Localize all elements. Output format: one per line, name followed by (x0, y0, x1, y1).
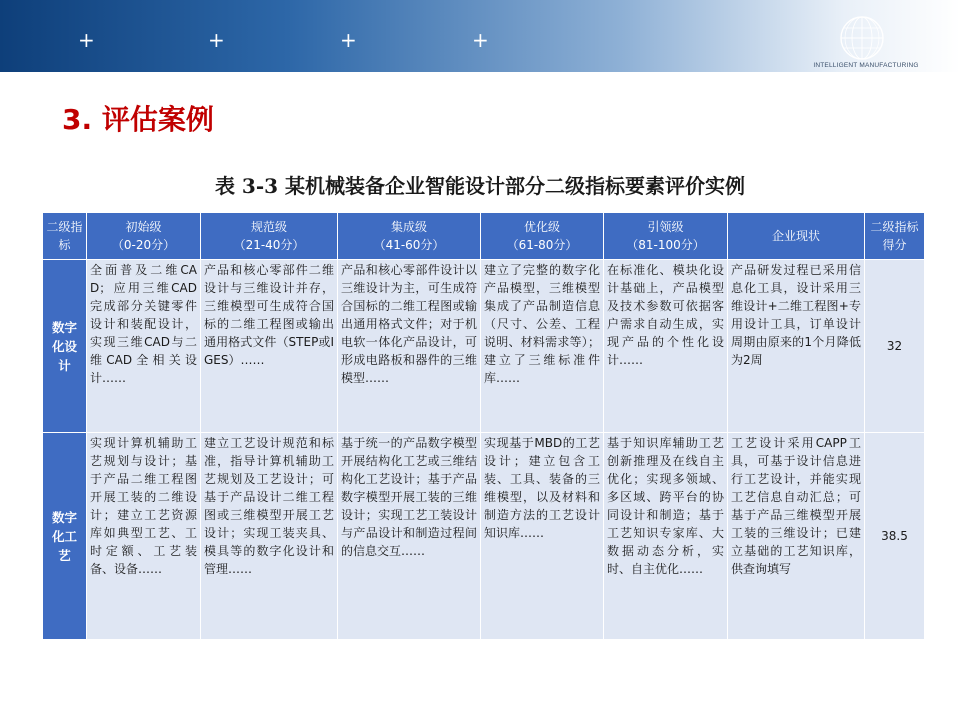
header-integrated-name: 集成级 (390, 220, 427, 234)
header-optimized (481, 213, 604, 260)
header-leading (604, 213, 728, 260)
row-indicator: 数字化工艺 (43, 433, 87, 640)
cell-status: 工艺设计采用CAPP工具，可基于设计信息进行工艺设计，并能实现工艺信息自动汇总；可基于产品三维模型开展工装的三维设计；已建立基础的工艺知识库，供查询填写 (728, 433, 865, 640)
cell-standard: 建立工艺设计规范和标准，指导计算机辅助工艺规划及工艺设计；可基于产品设计二维工程图或三维模型开展工艺设计；实现工装夹具、模具等的数字化设计和管理…… (201, 433, 338, 640)
cell-initial: 全面普及二维CAD；应用三维CAD完成部分关键零件设计和装配设计，实现三维CAD与二维CAD全相关设计…… (87, 260, 201, 433)
cell-integrated: 产品和核心零部件设计以三维设计为主，可生成符合国标的二维工程图或输出通用格式文件；对于机电软一体化产品设计，可形成电路板和器件的三维模型…… (338, 260, 481, 433)
header-optimized-range: （61-80分） (506, 238, 578, 252)
globe-logo-icon (838, 14, 886, 62)
plus-decoration-4: + (472, 28, 489, 52)
cell-status: 产品研发过程已采用信息化工具，设计采用三维设计+二维工程图+专用设计工具，订单设计周期由原来的1个月降低为2周 (728, 260, 865, 433)
cell-score: 38.5 (865, 433, 925, 640)
header-integrated-range: （41-60分） (373, 238, 445, 252)
header-initial-name: 初始级 (125, 220, 162, 234)
header-standard-name: 规范级 (250, 220, 287, 234)
header-banner (0, 0, 960, 72)
header-initial (87, 213, 201, 260)
header-leading-range: （81-100分） (626, 238, 705, 252)
cell-leading: 基于知识库辅助工艺创新推理及在线自主优化；实现多领域、多区域、跨平台的协同设计和制造；基于工艺知识专家库、大数据动态分析，实时、自主优化…… (604, 433, 728, 640)
table-row (43, 260, 925, 433)
header-indicator: 二级指标 (43, 213, 87, 260)
header-standard (201, 213, 338, 260)
table-header-row (43, 213, 925, 260)
cell-integrated: 基于统一的产品数字模型开展结构化工艺或三维结构化工艺设计；基于产品数字模型开展工装的三维设计；实现工艺工装设计与产品设计和制造过程间的信息交互…… (338, 433, 481, 640)
header-status: 企业现状 (728, 213, 865, 260)
header-initial-range: （0-20分） (111, 238, 176, 252)
row-indicator: 数字化设计 (43, 260, 87, 433)
cell-optimized: 建立了完整的数字化产品模型，三维模型集成了产品制造信息（尺寸、公差、工程说明、材料需求等）；建立了三维标准件库…… (481, 260, 604, 433)
header-optimized-name: 优化级 (523, 220, 560, 234)
cell-standard: 产品和核心零部件二维设计与三维设计并存，三维模型可生成符合国标的二维工程图或输出通用格式文件（STEP或IGES）…… (201, 260, 338, 433)
plus-decoration-3: + (340, 28, 357, 52)
cell-score: 32 (865, 260, 925, 433)
header-integrated (338, 213, 481, 260)
header-standard-range: （21-40分） (233, 238, 305, 252)
header-score: 二级指标得分 (865, 213, 925, 260)
cell-leading: 在标准化、模块化设计基础上，产品模型及技术参数可依据客户需求自动生成，实现产品的个性化设计…… (604, 260, 728, 433)
plus-decoration-1: + (78, 28, 95, 52)
logo-caption: INTELLIGENT MANUFACTURING (813, 62, 919, 69)
cell-optimized: 实现基于MBD的工艺设计；建立包含工装、工具、装备的三维模型，以及材料和制造方法的工艺设计知识库…… (481, 433, 604, 640)
plus-decoration-2: + (208, 28, 225, 52)
cell-initial: 实现计算机辅助工艺规划与设计；基于产品二维工程图开展工装的二维设计；建立工艺资源库如典型工艺、工时定额、工艺装备、设备…… (87, 433, 201, 640)
table-title: 表 3-3 某机械装备企业智能设计部分二级指标要素评价实例 (214, 174, 746, 198)
header-leading-name: 引领级 (647, 220, 684, 234)
evaluation-table (42, 212, 925, 640)
section-title: 3. 评估案例 (62, 103, 214, 136)
table-row (43, 433, 925, 640)
